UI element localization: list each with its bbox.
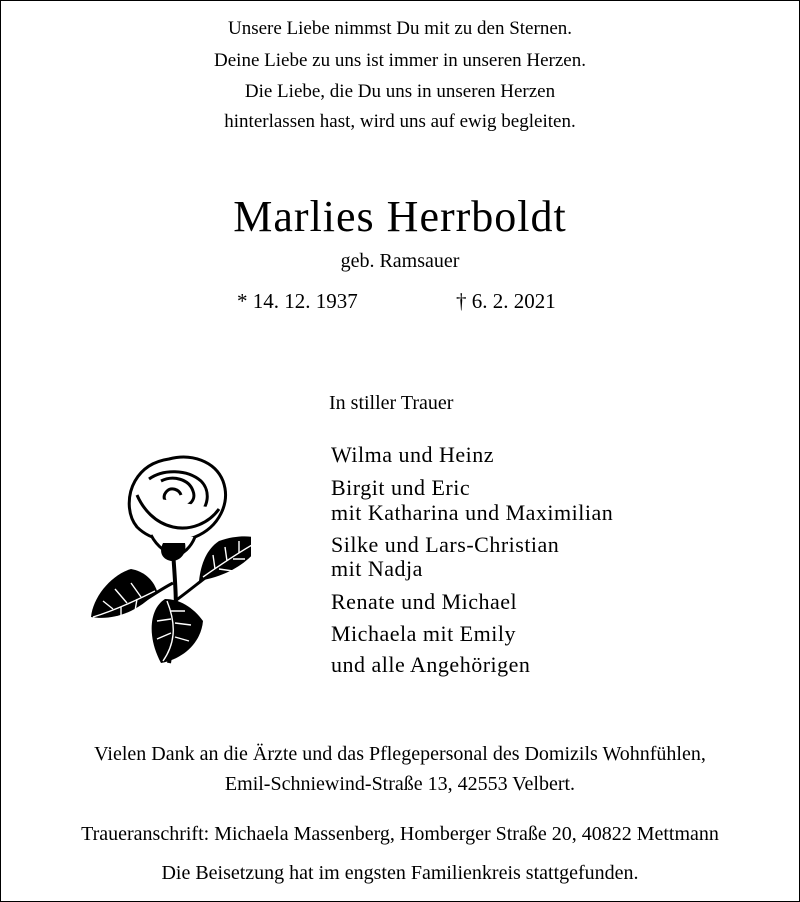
birth-date: * 14. 12. 1937 (237, 289, 358, 313)
poem-line: Die Liebe, die Du uns in unseren Herzen (244, 81, 556, 102)
list-item: und alle Angehörigen (331, 652, 531, 677)
rose-icon (91, 451, 251, 671)
poem-line: Unsere Liebe nimmst Du mit zu den Sternen. (227, 18, 573, 39)
funeral-note: Die Beisetzung hat im engsten Familienkreis stattgefunden. (161, 862, 639, 884)
list-item: Birgit und Eric (331, 475, 471, 500)
list-item: Silke und Lars-Christian (331, 532, 560, 557)
list-item: Michaela mit Emily (331, 621, 516, 646)
poem-line: hinterlassen hast, wird uns auf ewig begleiten. (224, 111, 576, 132)
thanks-line: Emil-Schniewind-Straße 13, 42553 Velbert. (224, 773, 576, 795)
mourning-address: Traueranschrift: Michaela Massenberg, Homberger Straße 20, 40822 Mettmann (81, 823, 719, 845)
list-item: Wilma und Heinz (331, 442, 495, 467)
list-item: Renate und Michael (331, 589, 518, 614)
birth-name: geb. Ramsauer (340, 250, 460, 272)
list-item: mit Nadja (331, 556, 423, 581)
poem-line: Deine Liebe zu uns ist immer in unseren Herzen. (214, 50, 586, 71)
list-item: mit Katharina und Maximilian (331, 500, 614, 525)
deceased-name: Marlies Herrboldt (233, 192, 567, 241)
death-date: † 6. 2. 2021 (456, 289, 556, 313)
thanks-line: Vielen Dank an die Ärzte und das Pflegepersonal des Domizils Wohnfühlen, (94, 743, 706, 765)
mourning-label: In stiller Trauer (329, 392, 454, 414)
